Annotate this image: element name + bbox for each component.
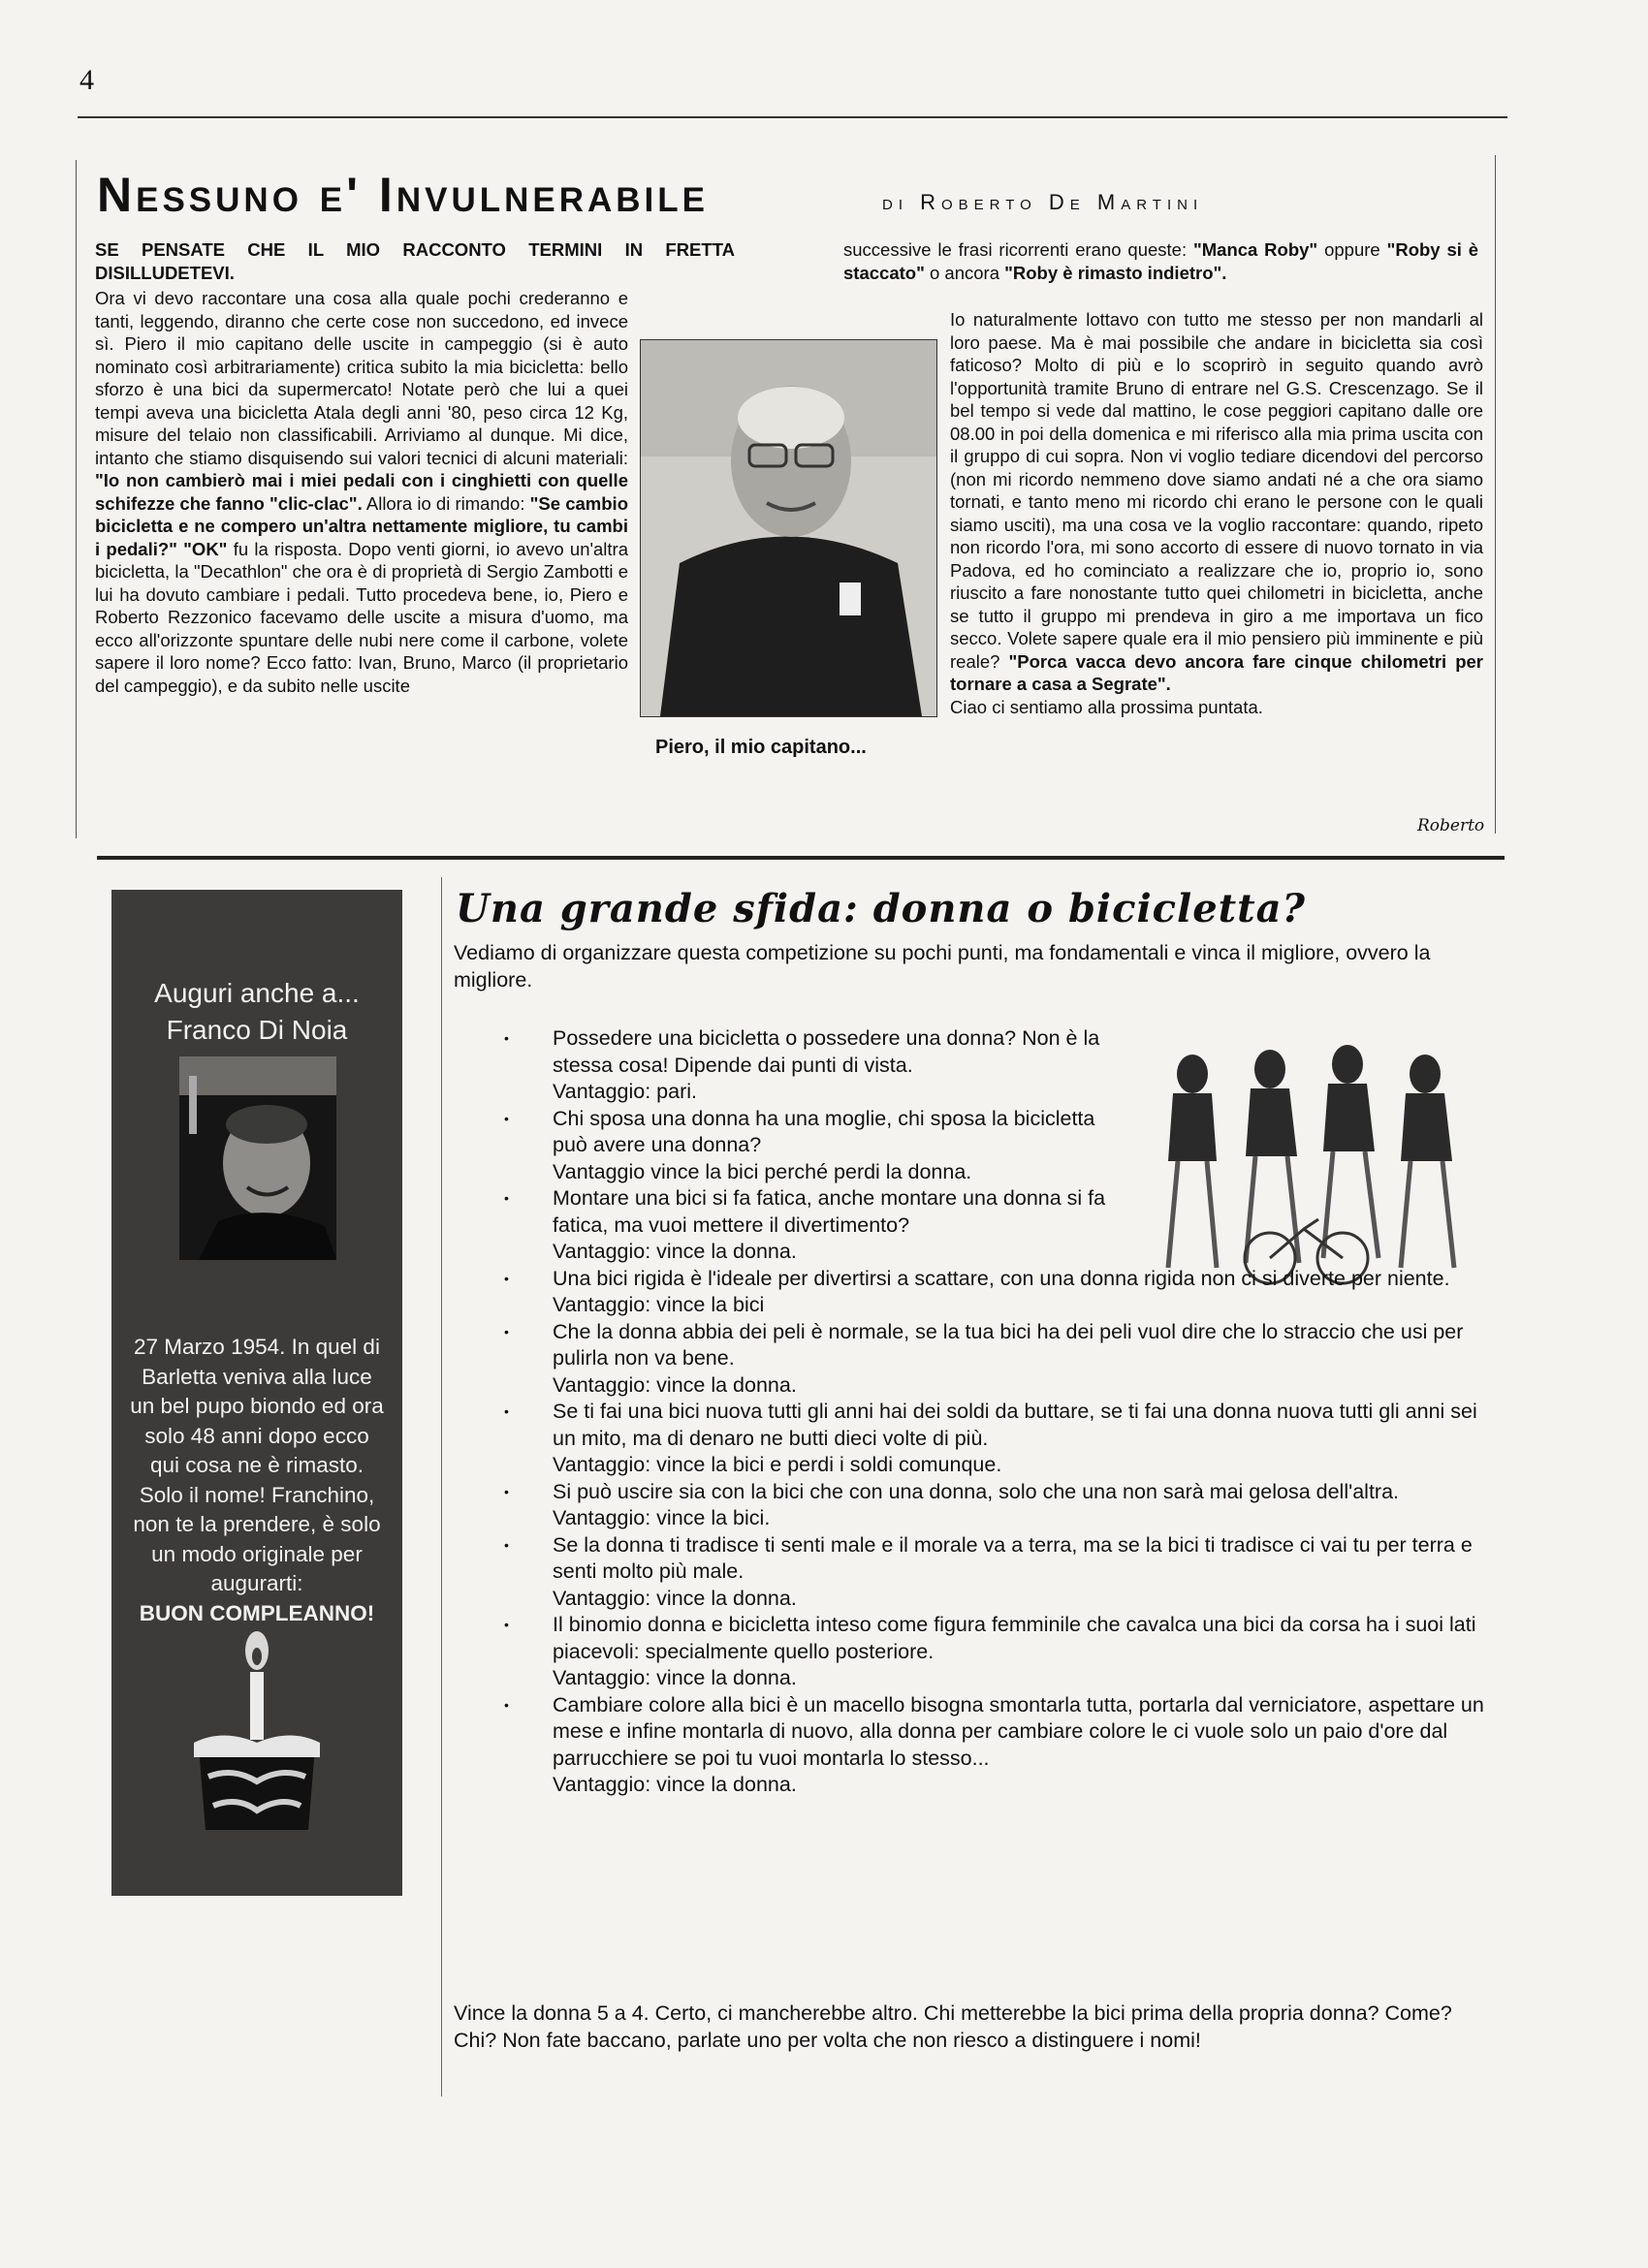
- sfida-intro: Vediamo di organizzare questa competizione su pochi punti, ma fondamentali e vinca il migliore, ovvero la migliore.: [454, 941, 1431, 992]
- article-quote-6: "Porca vacca devo ancora fare cinque chilometri per tornare a casa a Segrate".: [950, 650, 1483, 694]
- article-column-right: [843, 238, 1478, 284]
- franco-photo: [179, 1056, 336, 1260]
- top-rule: [78, 116, 1507, 118]
- list-item: • Se la donna ti tradisce ti senti male e il morale va a terra, ma se la bici ti tradisce ci vai tu per terra e senti molto più male. Vantaggio: vince la donna.: [504, 1532, 1473, 1610]
- list-item: • Cambiare colore alla bici è un macello bisogna smontarla tutta, portarla dal verniciatore, aspettare un mese e infine montarla di nuovo, alla donna per cambiare colore le ci vuole solo un paio d'ore dal parrucchiere se poi tu vuoi montarla lo stesso... Vantaggio: vince la donna.: [504, 1692, 1484, 1796]
- list-item: • Si può uscire sia con la bici che con una donna, solo che una non sarà mai gelosa dell'altra. Vantaggio: vince la bici.: [504, 1479, 1400, 1529]
- list-item: • Una bici rigida è l'ideale per divertirsi a scattare, con una donna rigida non ci si diverte per niente. Vantaggio: vince la bici: [504, 1266, 1450, 1316]
- sfida-title: Una grande sfida: donna o bicicletta?: [456, 886, 1306, 931]
- birthday-greeting: BUON COMPLEANNO!: [139, 1600, 375, 1625]
- list-item: • Il binomio donna e bicicletta inteso come figura femminile che cavalca una bici da corsa ha i suoi lati piacevoli: specialmente quello posteriore. Vantaggio: vince la donna.: [504, 1613, 1476, 1689]
- birthday-box: [111, 890, 402, 1896]
- article-frame-right: [1495, 155, 1496, 834]
- birthday-title: Auguri anche a... Franco Di Noia: [154, 978, 360, 1045]
- article-body-left: [95, 287, 628, 697]
- article-body-7: Io naturalmente lottavo con tutto me stesso per non mandarli al loro paese. Ma è mai possibile che andare in bicicletta sia così faticoso? Molto di più e lo scoprirò in seguito quando avrò l'opportunità tramite Bruno di entrare nel G.S. Crescenzago. Se il bel tempo si vede dal mattino, le cose peggiori capitano dalle ore 08.00 in poi della domenica e mi riferisco alla mia prima uscita con il gruppo di cui sopra. Non vi voglio tediare dicendovi del percorso (non mi ricordo nemmeno dove siamo andati né a che ora siamo tornati, e tanto meno mi ricordo chi erano le persone con le quali siamo usciti), ma una cosa ve la voglio raccontare: quando, ripeto non ricordo l'ora, mi sono accorto di essere di nuovo tornato in via Padova, ed ho cominciato a realizzare che io, proprio io, sono riuscito a fare nonostante tutto quei chilometri in bicicletta, anche se tutto il gruppo mi prendeva in giro a me importava un fico secco. Volete sapere quale era il mio pensiero più imminente e più reale? "Porca vacca devo ancora fare cinque chilometri per tornare a casa a Segrate".: [950, 309, 1483, 694]
- photo-caption: Piero, il mio capitano...: [655, 737, 867, 758]
- list-item: • Che la donna abbia dei peli è normale, se la tua bici ha dei peli vuol dire che lo straccio che usi per pulirla non va bene. Vantaggio: vince la donna.: [504, 1319, 1464, 1397]
- article-quote-1: "Io non cambierò mai i miei pedali con i cinghietti con quelle schifezze che fanno "clic-clac".: [95, 470, 628, 514]
- list-item: • Possedere una bicicletta o possedere una donna? Non è la stessa cosa! Dipende dai punti di vista. Vantaggio: pari.: [504, 1026, 1100, 1103]
- article-lead: SE PENSATE CHE IL MIO RACCONTO TERMINI IN FRETTA DISILLUDETEVI.: [95, 239, 735, 283]
- sfida-conclusion: Vince la donna 5 a 4. Certo, ci mancherebbe altro. Chi metterebbe la bici prima della propria donna? Come? Chi? Non fate baccano, parlate uno per volta che non riesco a distinguere i nomi!: [454, 2001, 1452, 2052]
- article-column-left: [95, 238, 735, 284]
- article-body-1: Ora vi devo raccontare una cosa alla quale pochi crederanno e tanti, leggendo, diranno che certe cose non succedono, ed invece sì. Piero il mio capitano delle uscite in campeggio (si è auto nominato così arbitrariamente) critica subito la mia bicicletta: bello sforzo è una bici da supermercato! Notate però che lui a quei tempi aveva una bicicletta Atala degli anni '80, peso circa 12 Kg, misure del telaio non classificabili. Arriviamo al dunque. Mi dice, intanto che stiamo disquisendo sui valori tecnici di alcuni materiali: "Io non cambierò mai i miei pedali con i cinghietti con quelle schifezze che fanno "clic-clac". Allora io di rimando: "Se cambio bicicletta e ne compero un'altra nettamente migliore, tu cambi i pedali?" "OK" fu la risposta. Dopo venti giorni, io avevo un'altra bicicletta, la "Decathlon" che ora è di proprietà di Sergio Zambotti e lui ha dovuto cambiare i pedali. Tutto procedeva bene, io, Piero e Roberto Rezzonico facevamo delle uscite a misura d'uomo, ma ecco all'orizzonte spuntare delle nubi nere come il carbone, volete sapere il loro nome? Ecco fatto: Ivan, Bruno, Marco (il proprietario del campeggio), e da subito nelle uscite: [95, 288, 629, 696]
- piero-photo: [640, 339, 937, 717]
- column-divider: [441, 877, 442, 2096]
- page-number: 4: [79, 64, 94, 96]
- cake-icon: [184, 1622, 330, 1849]
- author-signature: Roberto: [1417, 816, 1485, 835]
- section-divider: [97, 856, 1505, 860]
- article-quote-2: "Se cambio bicicletta e ne compero un'altra nettamente migliore, tu cambi i pedali?" "OK": [95, 492, 628, 559]
- list-item: • Montare una bici si fa fatica, anche montare una donna si fa fatica, ma vuoi mettere il divertimento? Vantaggio: vince la donna.: [504, 1186, 1106, 1263]
- sfida-list: [454, 1025, 1496, 1799]
- article-frame-left: [76, 160, 77, 838]
- article-body-right: [950, 308, 1483, 718]
- article-byline: di Roberto De Martini: [882, 190, 1204, 214]
- article-headline: Nessuno e' Invulnerabile: [97, 168, 709, 222]
- list-item: • Chi sposa una donna ha una moglie, chi sposa la bicicletta può avere una donna? Vantaggio vince la bici perché perdi la donna.: [504, 1106, 1095, 1183]
- article-body-right-top: successive le frasi ricorrenti erano queste: "Manca Roby" oppure "Roby si è staccato" o ancora "Roby è rimasto indietro".: [843, 239, 1479, 283]
- article-closing: Ciao ci sentiamo alla prossima puntata.: [950, 696, 1263, 717]
- birthday-text: 27 Marzo 1954. In quel di Barletta veniva alla luce un bel pupo biondo ed ora solo 48 anni dopo ecco qui cosa ne è rimasto. Solo il nome! Franchino, non te la prendere, è solo un modo originale per augurarti: BUON COMPLEANNO!: [129, 1333, 385, 1628]
- list-item: • Se ti fai una bici nuova tutti gli anni hai dei soldi da buttare, se ti fai una donna nuova tutti gli anni sei un mito, ma di denaro ne butti dieci volte di più. Vantaggio: vince la bici e perdi i soldi comunque.: [504, 1400, 1477, 1476]
